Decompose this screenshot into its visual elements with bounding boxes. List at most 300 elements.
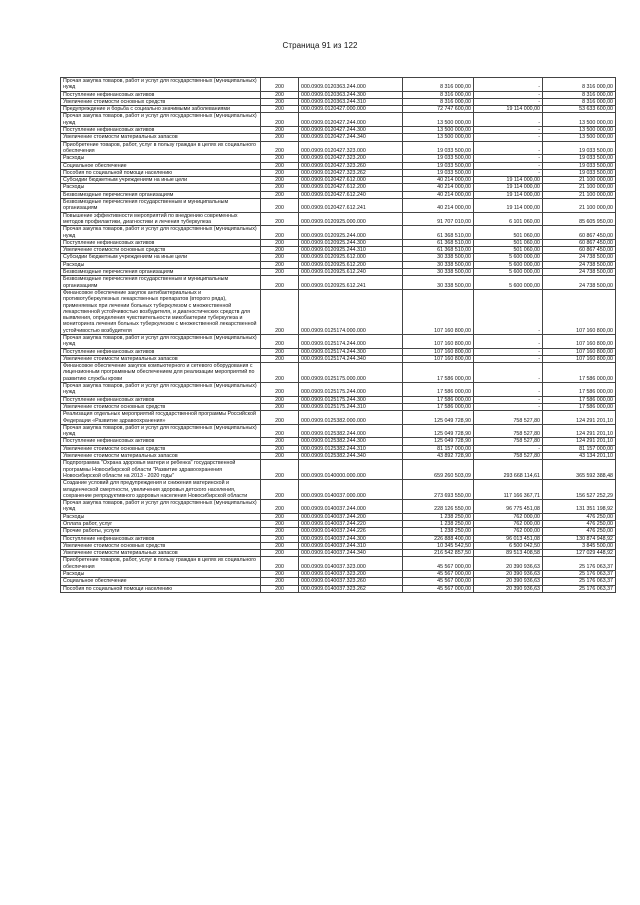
row-ved-code-cell: 200 bbox=[261, 141, 299, 155]
row-executed-amount-cell: - bbox=[474, 396, 543, 403]
row-executed-amount-cell: 6 101 060,00 bbox=[474, 212, 543, 226]
row-approved-amount-cell: 72 747 600,00 bbox=[403, 106, 474, 113]
row-ved-code-cell: 200 bbox=[261, 383, 299, 397]
table-row bbox=[61, 521, 616, 528]
page-header bbox=[0, 41, 640, 50]
table-row bbox=[61, 98, 616, 105]
row-ved-code-cell: 200 bbox=[261, 162, 299, 169]
table-row bbox=[61, 289, 616, 334]
row-approved-amount-cell: 125 049 728,90 bbox=[403, 424, 474, 438]
row-executed-amount-cell: - bbox=[474, 383, 543, 397]
row-executed-amount-cell: - bbox=[474, 334, 543, 348]
table-row bbox=[61, 403, 616, 410]
row-classification-code-cell: 000.0909.0120925.244.300 bbox=[299, 239, 403, 246]
row-classification-code-cell: 000.0909.0120363.244.000 bbox=[299, 78, 403, 92]
row-remaining-amount-cell: 3 845 500,00 bbox=[543, 542, 616, 549]
table-row bbox=[61, 445, 616, 452]
row-executed-amount-cell: 5 600 000,00 bbox=[474, 269, 543, 276]
row-classification-code-cell: 000.0909.0120925.612.240 bbox=[299, 269, 403, 276]
row-ved-code-cell: 200 bbox=[261, 98, 299, 105]
row-ved-code-cell: 200 bbox=[261, 155, 299, 162]
row-approved-amount-cell: 61 368 510,00 bbox=[403, 226, 474, 240]
row-remaining-amount-cell: 13 500 000,00 bbox=[543, 113, 616, 127]
row-ved-code-cell: 200 bbox=[261, 557, 299, 571]
row-approved-amount-cell: 45 567 000,00 bbox=[403, 557, 474, 571]
row-remaining-amount-cell: 8 316 000,00 bbox=[543, 98, 616, 105]
row-name-cell: Прочие работы, услуги bbox=[61, 528, 261, 535]
row-ved-code-cell: 200 bbox=[261, 438, 299, 445]
row-name-cell: Безвозмездные перечисления государственным и муниципальным организациям bbox=[61, 199, 261, 213]
row-classification-code-cell: 000.0909.0120427.323.262 bbox=[299, 169, 403, 176]
row-approved-amount-cell: 8 316 000,00 bbox=[403, 78, 474, 92]
row-executed-amount-cell: 501 060,00 bbox=[474, 247, 543, 254]
row-remaining-amount-cell: 17 586 000,00 bbox=[543, 403, 616, 410]
table-row bbox=[61, 460, 616, 480]
row-name-cell: Субсидии бюджетным учреждениям на иные цели bbox=[61, 254, 261, 261]
row-approved-amount-cell: 45 567 000,00 bbox=[403, 578, 474, 585]
row-executed-amount-cell: 20 390 936,63 bbox=[474, 585, 543, 592]
row-executed-amount-cell: - bbox=[474, 355, 543, 362]
row-executed-amount-cell: - bbox=[474, 141, 543, 155]
row-classification-code-cell: 000.0909.0125382.244.300 bbox=[299, 438, 403, 445]
row-executed-amount-cell: 5 600 000,00 bbox=[474, 254, 543, 261]
row-ved-code-cell: 200 bbox=[261, 585, 299, 592]
row-executed-amount-cell: 762 000,00 bbox=[474, 521, 543, 528]
row-classification-code-cell: 000.0909.0120427.244.000 bbox=[299, 113, 403, 127]
row-remaining-amount-cell: 124 291 201,10 bbox=[543, 438, 616, 445]
row-name-cell: Безвозмездные перечисления государственным и муниципальным организациям bbox=[61, 276, 261, 290]
row-name-cell: Увеличение стоимости основных средств bbox=[61, 247, 261, 254]
row-executed-amount-cell: - bbox=[474, 78, 543, 92]
row-approved-amount-cell: 19 033 500,00 bbox=[403, 141, 474, 155]
table-row bbox=[61, 411, 616, 425]
row-approved-amount-cell: 30 338 500,00 bbox=[403, 269, 474, 276]
table-row bbox=[61, 383, 616, 397]
row-approved-amount-cell: 91 707 010,00 bbox=[403, 212, 474, 226]
row-ved-code-cell: 200 bbox=[261, 513, 299, 520]
row-ved-code-cell: 200 bbox=[261, 199, 299, 213]
row-approved-amount-cell: 40 214 000,00 bbox=[403, 191, 474, 198]
row-ved-code-cell: 200 bbox=[261, 212, 299, 226]
row-name-cell: Финансовое обеспечение закупок антибактериальных и противотуберкулезных лекарственных препаратов (второго ряда), применяемых при лечении больных туберкулезом с множественной лекарственной устойчивостью возбудителя, и диагностических средств для выявления, определения чувствительности микобактерии туберкулеза и мониторинга лечения больных туберкулезом с множественной лекарственной устойчивостью возбудителя bbox=[61, 289, 261, 334]
row-approved-amount-cell: 30 338 500,00 bbox=[403, 261, 474, 268]
row-executed-amount-cell: 5 600 000,00 bbox=[474, 261, 543, 268]
row-ved-code-cell: 200 bbox=[261, 191, 299, 198]
row-ved-code-cell: 200 bbox=[261, 528, 299, 535]
row-name-cell: Увеличение стоимости основных средств bbox=[61, 445, 261, 452]
table-row bbox=[61, 212, 616, 226]
row-classification-code-cell: 000.0909.0120427.244.300 bbox=[299, 127, 403, 134]
row-remaining-amount-cell: 127 029 448,92 bbox=[543, 550, 616, 557]
row-classification-code-cell: 000.0909.0125174.244.000 bbox=[299, 334, 403, 348]
row-classification-code-cell: 000.0909.0140037.244.300 bbox=[299, 535, 403, 542]
table-row bbox=[61, 141, 616, 155]
row-name-cell: Расходы bbox=[61, 513, 261, 520]
row-approved-amount-cell: 13 500 000,00 bbox=[403, 134, 474, 141]
row-approved-amount-cell: 30 338 500,00 bbox=[403, 254, 474, 261]
table-row bbox=[61, 127, 616, 134]
row-classification-code-cell: 000.0909.0120427.612.000 bbox=[299, 177, 403, 184]
row-remaining-amount-cell: 476 250,00 bbox=[543, 521, 616, 528]
row-ved-code-cell: 200 bbox=[261, 396, 299, 403]
row-ved-code-cell: 200 bbox=[261, 334, 299, 348]
table-row bbox=[61, 184, 616, 191]
row-name-cell: Прочая закупка товаров, работ и услуг для государственных (муниципальных) нужд bbox=[61, 334, 261, 348]
row-ved-code-cell: 200 bbox=[261, 169, 299, 176]
table-row bbox=[61, 134, 616, 141]
row-remaining-amount-cell: 21 100 000,00 bbox=[543, 177, 616, 184]
row-classification-code-cell: 000.0909.0140037.244.200 bbox=[299, 513, 403, 520]
table-row bbox=[61, 162, 616, 169]
row-classification-code-cell: 000.0909.0125174.244.300 bbox=[299, 348, 403, 355]
row-executed-amount-cell: 758 527,80 bbox=[474, 411, 543, 425]
row-classification-code-cell: 000.0909.0140037.244.310 bbox=[299, 542, 403, 549]
row-classification-code-cell: 000.0909.0120925.244.310 bbox=[299, 247, 403, 254]
row-remaining-amount-cell: 476 250,00 bbox=[543, 528, 616, 535]
row-name-cell: Поступление нефинансовых активов bbox=[61, 91, 261, 98]
row-executed-amount-cell: 6 500 042,50 bbox=[474, 542, 543, 549]
row-executed-amount-cell: - bbox=[474, 162, 543, 169]
row-remaining-amount-cell: 85 605 950,00 bbox=[543, 212, 616, 226]
row-ved-code-cell: 200 bbox=[261, 348, 299, 355]
row-remaining-amount-cell: 53 633 600,00 bbox=[543, 106, 616, 113]
row-approved-amount-cell: 43 892 728,90 bbox=[403, 453, 474, 460]
budget-table bbox=[60, 77, 616, 593]
row-classification-code-cell: 000.0909.0125382.244.000 bbox=[299, 424, 403, 438]
row-name-cell: Прочая закупка товаров, работ и услуг для государственных (муниципальных) нужд bbox=[61, 424, 261, 438]
row-ved-code-cell: 200 bbox=[261, 550, 299, 557]
row-remaining-amount-cell: 156 527 252,29 bbox=[543, 480, 616, 500]
table-row bbox=[61, 453, 616, 460]
row-classification-code-cell: 000.0909.0125175.244.310 bbox=[299, 403, 403, 410]
row-approved-amount-cell: 40 214 000,00 bbox=[403, 177, 474, 184]
row-ved-code-cell: 200 bbox=[261, 289, 299, 334]
row-ved-code-cell: 200 bbox=[261, 239, 299, 246]
row-name-cell: Поступление нефинансовых активов bbox=[61, 239, 261, 246]
row-name-cell: Поступление нефинансовых активов bbox=[61, 127, 261, 134]
row-ved-code-cell: 200 bbox=[261, 134, 299, 141]
table-row bbox=[61, 261, 616, 268]
row-ved-code-cell: 200 bbox=[261, 127, 299, 134]
row-executed-amount-cell: - bbox=[474, 169, 543, 176]
row-approved-amount-cell: 17 586 000,00 bbox=[403, 396, 474, 403]
row-approved-amount-cell: 107 160 800,00 bbox=[403, 348, 474, 355]
row-name-cell: Безвозмездные перечисления организациям bbox=[61, 191, 261, 198]
row-ved-code-cell: 200 bbox=[261, 177, 299, 184]
row-ved-code-cell: 200 bbox=[261, 226, 299, 240]
row-remaining-amount-cell: 17 586 000,00 bbox=[543, 383, 616, 397]
row-executed-amount-cell: - bbox=[474, 289, 543, 334]
row-name-cell: Увеличение стоимости материальных запасов bbox=[61, 550, 261, 557]
table-row bbox=[61, 254, 616, 261]
row-classification-code-cell: 000.0909.0140000.000.000 bbox=[299, 460, 403, 480]
row-executed-amount-cell: - bbox=[474, 155, 543, 162]
row-remaining-amount-cell: 24 738 500,00 bbox=[543, 269, 616, 276]
row-name-cell: Увеличение стоимости основных средств bbox=[61, 403, 261, 410]
row-name-cell: Пособия по социальной помощи населению bbox=[61, 169, 261, 176]
row-remaining-amount-cell: 130 874 948,92 bbox=[543, 535, 616, 542]
row-approved-amount-cell: 19 033 500,00 bbox=[403, 162, 474, 169]
row-remaining-amount-cell: 24 738 500,00 bbox=[543, 254, 616, 261]
row-ved-code-cell: 200 bbox=[261, 460, 299, 480]
table-row bbox=[61, 177, 616, 184]
row-ved-code-cell: 200 bbox=[261, 453, 299, 460]
row-approved-amount-cell: 125 049 728,90 bbox=[403, 438, 474, 445]
row-approved-amount-cell: 40 214 000,00 bbox=[403, 184, 474, 191]
row-executed-amount-cell: 758 527,80 bbox=[474, 424, 543, 438]
row-classification-code-cell: 000.0909.0120925.612.200 bbox=[299, 261, 403, 268]
row-name-cell: Прочая закупка товаров, работ и услуг для государственных (муниципальных) нужд bbox=[61, 78, 261, 92]
row-approved-amount-cell: 107 160 800,00 bbox=[403, 334, 474, 348]
row-approved-amount-cell: 40 214 000,00 bbox=[403, 199, 474, 213]
table-row bbox=[61, 199, 616, 213]
row-executed-amount-cell: 96 013 451,08 bbox=[474, 535, 543, 542]
row-remaining-amount-cell: 24 738 500,00 bbox=[543, 276, 616, 290]
row-approved-amount-cell: 30 338 500,00 bbox=[403, 276, 474, 290]
row-name-cell: Прочая закупка товаров, работ и услуг для государственных (муниципальных) нужд bbox=[61, 226, 261, 240]
row-name-cell: Повышение эффективности мероприятий по внедрению современных методов профилактики, диагностики и лечения туберкулеза bbox=[61, 212, 261, 226]
row-executed-amount-cell: - bbox=[474, 91, 543, 98]
row-ved-code-cell: 200 bbox=[261, 91, 299, 98]
row-executed-amount-cell: 19 114 000,00 bbox=[474, 184, 543, 191]
row-remaining-amount-cell: 124 291 201,10 bbox=[543, 424, 616, 438]
row-classification-code-cell: 000.0909.0120427.323.000 bbox=[299, 141, 403, 155]
row-executed-amount-cell: 96 775 451,08 bbox=[474, 500, 543, 514]
row-name-cell: Увеличение стоимости материальных запасов bbox=[61, 355, 261, 362]
table-row bbox=[61, 348, 616, 355]
row-executed-amount-cell: 19 114 000,00 bbox=[474, 106, 543, 113]
row-ved-code-cell: 200 bbox=[261, 355, 299, 362]
row-executed-amount-cell: 19 114 000,00 bbox=[474, 191, 543, 198]
row-ved-code-cell: 200 bbox=[261, 247, 299, 254]
row-name-cell: Субсидии бюджетным учреждениям на иные цели bbox=[61, 177, 261, 184]
row-classification-code-cell: 000.0909.0125175.244.300 bbox=[299, 396, 403, 403]
row-name-cell: Поступление нефинансовых активов bbox=[61, 438, 261, 445]
row-ved-code-cell: 200 bbox=[261, 542, 299, 549]
row-approved-amount-cell: 226 888 400,00 bbox=[403, 535, 474, 542]
row-executed-amount-cell: 762 000,00 bbox=[474, 513, 543, 520]
row-ved-code-cell: 200 bbox=[261, 480, 299, 500]
row-remaining-amount-cell: 19 033 500,00 bbox=[543, 141, 616, 155]
row-ved-code-cell: 200 bbox=[261, 521, 299, 528]
table-row bbox=[61, 363, 616, 383]
row-classification-code-cell: 000.0909.0125174.000.000 bbox=[299, 289, 403, 334]
table-row bbox=[61, 424, 616, 438]
table-row bbox=[61, 578, 616, 585]
row-executed-amount-cell: 501 060,00 bbox=[474, 239, 543, 246]
row-remaining-amount-cell: 19 033 500,00 bbox=[543, 155, 616, 162]
row-name-cell: Реализация отдельных мероприятий государственной программы Российской Федерации «Развитие здравоохранения» bbox=[61, 411, 261, 425]
row-classification-code-cell: 000.0909.0140037.323.260 bbox=[299, 578, 403, 585]
row-executed-amount-cell: - bbox=[474, 348, 543, 355]
row-approved-amount-cell: 228 126 550,00 bbox=[403, 500, 474, 514]
row-remaining-amount-cell: 43 134 201,10 bbox=[543, 453, 616, 460]
row-ved-code-cell: 200 bbox=[261, 184, 299, 191]
row-approved-amount-cell: 8 316 000,00 bbox=[403, 98, 474, 105]
row-classification-code-cell: 000.0909.0125382.244.310 bbox=[299, 445, 403, 452]
table-row bbox=[61, 438, 616, 445]
table-row bbox=[61, 513, 616, 520]
row-approved-amount-cell: 107 160 800,00 bbox=[403, 289, 474, 334]
row-classification-code-cell: 000.0909.0120427.323.260 bbox=[299, 162, 403, 169]
row-executed-amount-cell: 19 114 000,00 bbox=[474, 199, 543, 213]
row-remaining-amount-cell: 25 176 063,37 bbox=[543, 585, 616, 592]
row-approved-amount-cell: 107 160 800,00 bbox=[403, 355, 474, 362]
row-classification-code-cell: 000.0909.0120427.612.241 bbox=[299, 199, 403, 213]
row-executed-amount-cell: 293 668 114,61 bbox=[474, 460, 543, 480]
row-remaining-amount-cell: 8 316 000,00 bbox=[543, 78, 616, 92]
page-number-label: Страница 91 из 122 bbox=[282, 41, 358, 50]
row-classification-code-cell: 000.0909.0120925.000.000 bbox=[299, 212, 403, 226]
row-remaining-amount-cell: 17 586 000,00 bbox=[543, 363, 616, 383]
row-classification-code-cell: 000.0909.0125175.244.000 bbox=[299, 383, 403, 397]
table-row bbox=[61, 585, 616, 592]
row-name-cell: Расходы bbox=[61, 571, 261, 578]
row-approved-amount-cell: 8 316 000,00 bbox=[403, 91, 474, 98]
table-row bbox=[61, 78, 616, 92]
row-classification-code-cell: 000.0909.0120427.612.200 bbox=[299, 184, 403, 191]
row-executed-amount-cell: - bbox=[474, 445, 543, 452]
row-approved-amount-cell: 13 500 000,00 bbox=[403, 113, 474, 127]
table-row bbox=[61, 542, 616, 549]
row-name-cell: Увеличение стоимости материальных запасов bbox=[61, 453, 261, 460]
row-executed-amount-cell: 19 114 000,00 bbox=[474, 177, 543, 184]
row-ved-code-cell: 200 bbox=[261, 78, 299, 92]
row-classification-code-cell: 000.0909.0140037.244.340 bbox=[299, 550, 403, 557]
row-name-cell: Поступление нефинансовых активов bbox=[61, 535, 261, 542]
row-approved-amount-cell: 81 157 000,00 bbox=[403, 445, 474, 452]
table-row bbox=[61, 528, 616, 535]
row-classification-code-cell: 000.0909.0125174.244.340 bbox=[299, 355, 403, 362]
row-executed-amount-cell: - bbox=[474, 127, 543, 134]
row-name-cell: Поступление нефинансовых активов bbox=[61, 348, 261, 355]
row-name-cell: Социальное обеспечение bbox=[61, 578, 261, 585]
row-approved-amount-cell: 61 368 510,00 bbox=[403, 239, 474, 246]
row-name-cell: Подпрограмма "Охрана здоровья матери и ребенка" государственной программы Новосибирской области "Развитие здравоохранения Новосибирской области на 2013 - 2020 годы" bbox=[61, 460, 261, 480]
budget-table-body bbox=[61, 78, 616, 593]
table-row bbox=[61, 239, 616, 246]
row-classification-code-cell: 000.0909.0120427.323.200 bbox=[299, 155, 403, 162]
row-remaining-amount-cell: 107 160 800,00 bbox=[543, 334, 616, 348]
row-approved-amount-cell: 273 693 550,00 bbox=[403, 480, 474, 500]
row-classification-code-cell: 000.0909.0140037.323.200 bbox=[299, 571, 403, 578]
row-classification-code-cell: 000.0909.0120925.612.241 bbox=[299, 276, 403, 290]
row-name-cell: Прочая закупка товаров, работ и услуг для государственных (муниципальных) нужд bbox=[61, 500, 261, 514]
row-ved-code-cell: 200 bbox=[261, 578, 299, 585]
row-remaining-amount-cell: 25 176 063,37 bbox=[543, 557, 616, 571]
row-approved-amount-cell: 61 368 510,00 bbox=[403, 247, 474, 254]
table-row bbox=[61, 113, 616, 127]
row-executed-amount-cell: 20 390 936,63 bbox=[474, 557, 543, 571]
row-remaining-amount-cell: 107 160 800,00 bbox=[543, 289, 616, 334]
row-name-cell: Увеличение стоимости материальных запасов bbox=[61, 134, 261, 141]
row-remaining-amount-cell: 25 176 063,37 bbox=[543, 571, 616, 578]
row-name-cell: Прочая закупка товаров, работ и услуг для государственных (муниципальных) нужд bbox=[61, 113, 261, 127]
row-executed-amount-cell: - bbox=[474, 98, 543, 105]
row-ved-code-cell: 200 bbox=[261, 403, 299, 410]
row-name-cell: Оплата работ, услуг bbox=[61, 521, 261, 528]
row-executed-amount-cell: 20 390 936,63 bbox=[474, 571, 543, 578]
table-row bbox=[61, 155, 616, 162]
row-approved-amount-cell: 13 500 000,00 bbox=[403, 127, 474, 134]
row-approved-amount-cell: 17 586 000,00 bbox=[403, 383, 474, 397]
table-row bbox=[61, 91, 616, 98]
row-remaining-amount-cell: 24 738 500,00 bbox=[543, 261, 616, 268]
table-row bbox=[61, 247, 616, 254]
row-approved-amount-cell: 216 542 857,50 bbox=[403, 550, 474, 557]
row-approved-amount-cell: 10 345 542,50 bbox=[403, 542, 474, 549]
row-remaining-amount-cell: 107 160 800,00 bbox=[543, 348, 616, 355]
row-name-cell: Расходы bbox=[61, 155, 261, 162]
row-name-cell: Прочая закупка товаров, работ и услуг для государственных (муниципальных) нужд bbox=[61, 383, 261, 397]
row-executed-amount-cell: 758 527,80 bbox=[474, 438, 543, 445]
table-row bbox=[61, 480, 616, 500]
row-ved-code-cell: 200 bbox=[261, 106, 299, 113]
row-remaining-amount-cell: 13 500 000,00 bbox=[543, 127, 616, 134]
row-executed-amount-cell: 762 000,00 bbox=[474, 528, 543, 535]
row-executed-amount-cell: 501 060,00 bbox=[474, 226, 543, 240]
row-ved-code-cell: 200 bbox=[261, 424, 299, 438]
row-remaining-amount-cell: 476 250,00 bbox=[543, 513, 616, 520]
row-name-cell: Создание условий для предупреждения и снижения материнской и младенческой смертности, увеличения здоровья детского населения, сохранение репродуктивного здоровья населения Новосибирской области bbox=[61, 480, 261, 500]
row-executed-amount-cell: 117 166 367,71 bbox=[474, 480, 543, 500]
row-ved-code-cell: 200 bbox=[261, 276, 299, 290]
row-name-cell: Предупреждение и борьба с социально значимыми заболеваниями bbox=[61, 106, 261, 113]
row-ved-code-cell: 200 bbox=[261, 113, 299, 127]
row-ved-code-cell: 200 bbox=[261, 254, 299, 261]
table-row bbox=[61, 355, 616, 362]
row-ved-code-cell: 200 bbox=[261, 571, 299, 578]
table-row bbox=[61, 334, 616, 348]
row-name-cell: Пособия по социальной помощи населению bbox=[61, 585, 261, 592]
row-remaining-amount-cell: 8 316 000,00 bbox=[543, 91, 616, 98]
row-remaining-amount-cell: 13 500 000,00 bbox=[543, 134, 616, 141]
row-approved-amount-cell: 1 238 250,00 bbox=[403, 521, 474, 528]
row-approved-amount-cell: 19 033 500,00 bbox=[403, 155, 474, 162]
row-executed-amount-cell: 5 600 000,00 bbox=[474, 276, 543, 290]
row-approved-amount-cell: 1 238 250,00 bbox=[403, 528, 474, 535]
row-classification-code-cell: 000.0909.0125382.244.340 bbox=[299, 453, 403, 460]
row-approved-amount-cell: 1 238 250,00 bbox=[403, 513, 474, 520]
table-row bbox=[61, 571, 616, 578]
row-executed-amount-cell: 20 390 936,63 bbox=[474, 578, 543, 585]
row-name-cell: Увеличение стоимости основных средств bbox=[61, 98, 261, 105]
row-remaining-amount-cell: 124 291 201,10 bbox=[543, 411, 616, 425]
row-remaining-amount-cell: 81 157 000,00 bbox=[543, 445, 616, 452]
row-name-cell: Увеличение стоимости основных средств bbox=[61, 542, 261, 549]
row-executed-amount-cell: - bbox=[474, 113, 543, 127]
row-approved-amount-cell: 19 033 500,00 bbox=[403, 169, 474, 176]
table-row bbox=[61, 106, 616, 113]
row-approved-amount-cell: 659 260 503,09 bbox=[403, 460, 474, 480]
row-name-cell: Приобретение товаров, работ, услуг в пользу граждан в целях их социального обеспечения bbox=[61, 141, 261, 155]
table-row bbox=[61, 276, 616, 290]
table-row bbox=[61, 226, 616, 240]
row-executed-amount-cell: - bbox=[474, 134, 543, 141]
row-ved-code-cell: 200 bbox=[261, 500, 299, 514]
row-name-cell: Социальное обеспечение bbox=[61, 162, 261, 169]
table-row bbox=[61, 269, 616, 276]
row-classification-code-cell: 000.0909.0140037.000.000 bbox=[299, 480, 403, 500]
row-approved-amount-cell: 45 567 000,00 bbox=[403, 571, 474, 578]
row-remaining-amount-cell: 21 100 000,00 bbox=[543, 191, 616, 198]
row-classification-code-cell: 000.0909.0140037.244.000 bbox=[299, 500, 403, 514]
row-classification-code-cell: 000.0909.0125175.000.000 bbox=[299, 363, 403, 383]
row-executed-amount-cell: - bbox=[474, 363, 543, 383]
row-name-cell: Поступление нефинансовых активов bbox=[61, 396, 261, 403]
row-remaining-amount-cell: 131 351 198,92 bbox=[543, 500, 616, 514]
row-classification-code-cell: 000.0909.0120925.612.000 bbox=[299, 254, 403, 261]
